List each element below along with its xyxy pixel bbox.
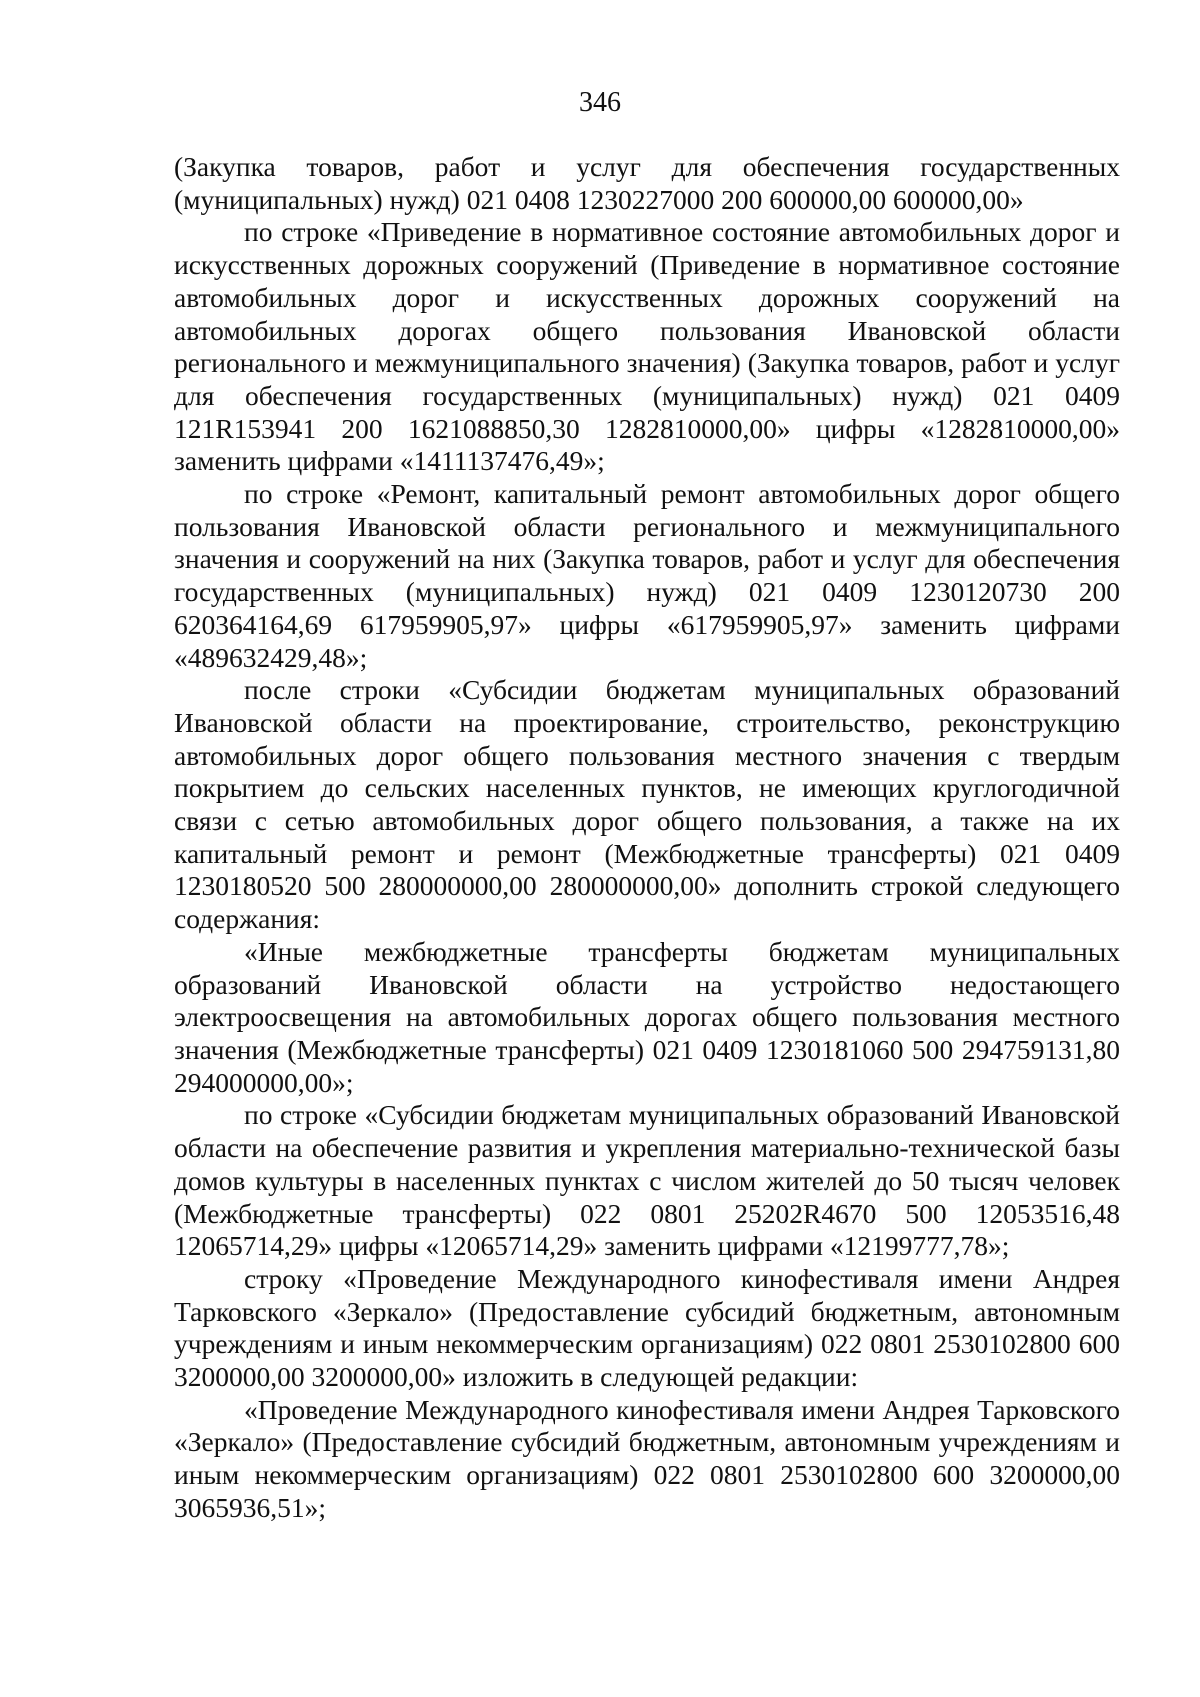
paragraph-procurement-continuation: (Закупка товаров, работ и услуг для обеспечения государственных (муниципальных) нужд) 021 0408 1230227000 200 600000,00 600000,00»: [174, 151, 1120, 215]
paragraph-film-festival-new: «Проведение Международного кинофестиваля имени Андрея Тарковского «Зеркало» (Предоставление субсидий бюджетным, автономным учреждениям и иным некоммерческим организациям) 022 0801 2530102800 600 3200000,00 3065936,51»;: [174, 1393, 1120, 1523]
paragraph-film-festival-old: строку «Проведение Международного кинофестиваля имени Андрея Тарковского «Зеркало» (Предоставление субсидий бюджетным, автономным учреждениям и иным некоммерческим организациям) 022 0801 2530102800 600 3200000,00 3200000,00» изложить в следующей редакции:: [174, 1262, 1120, 1393]
page-number: 346: [579, 87, 621, 118]
paragraph-road-normative-state: по строке «Приведение в нормативное состояние автомобильных дорог и искусственных дорожных сооружений (Приведение в нормативное состояние автомобильных дорог и искусственных дорожных сооружений на автомобильных дорогах общего пользования Ивановской области регионального и межмуниципального значения) (Закупка товаров, работ и услуг для обеспечения государственных (муниципальных) нужд) 021 0409 121R153941 200 1621088850,30 1282810000,00» цифры «1282810000,00» заменить цифрами «1411137476,49»;: [174, 216, 1120, 477]
paragraph-interbudget-lighting: «Иные межбюджетные трансферты бюджетам муниципальных образований Ивановской области на устройство недостающего электроосвещения на автомобильных дорогах общего пользования местного значения (Межбюджетные трансферты) 021 0409 1230181060 500 294759131,80 294000000,00»;: [174, 935, 1120, 1098]
paragraph-culture-houses: по строке «Субсидии бюджетам муниципальных образований Ивановской области на обеспечение развития и укрепления материально-технической базы домов культуры в населенных пунктах с числом жителей до 50 тысяч человек (Межбюджетные трансферты) 022 0801 25202R4670 500 12053516,48 12065714,29» цифры «12065714,29» заменить цифрами «12199777,78»;: [174, 1099, 1120, 1262]
paragraph-subsidies-road-design: после строки «Субсидии бюджетам муниципальных образований Ивановской области на проектирование, строительство, реконструкцию автомобильных дорог общего пользования местного значения с твердым покрытием до сельских населенных пунктов, не имеющих круглогодичной связи с сетью автомобильных дорог общего пользования, а также на их капитальный ремонт и ремонт (Межбюджетные трансферты) 021 0409 1230180520 500 280000000,00 280000000,00» дополнить строкой следующего содержания:: [174, 674, 1120, 935]
document-body: [174, 151, 1120, 1525]
paragraph-road-repair: по строке «Ремонт, капитальный ремонт автомобильных дорог общего пользования Ивановской области регионального и межмуниципального значения и сооружений на них (Закупка товаров, работ и услуг для обеспечения государственных (муниципальных) нужд) 021 0409 1230120730 200 620364164,69 617959905,97» цифры «617959905,97» заменить цифрами «489632429,48»;: [174, 478, 1120, 673]
